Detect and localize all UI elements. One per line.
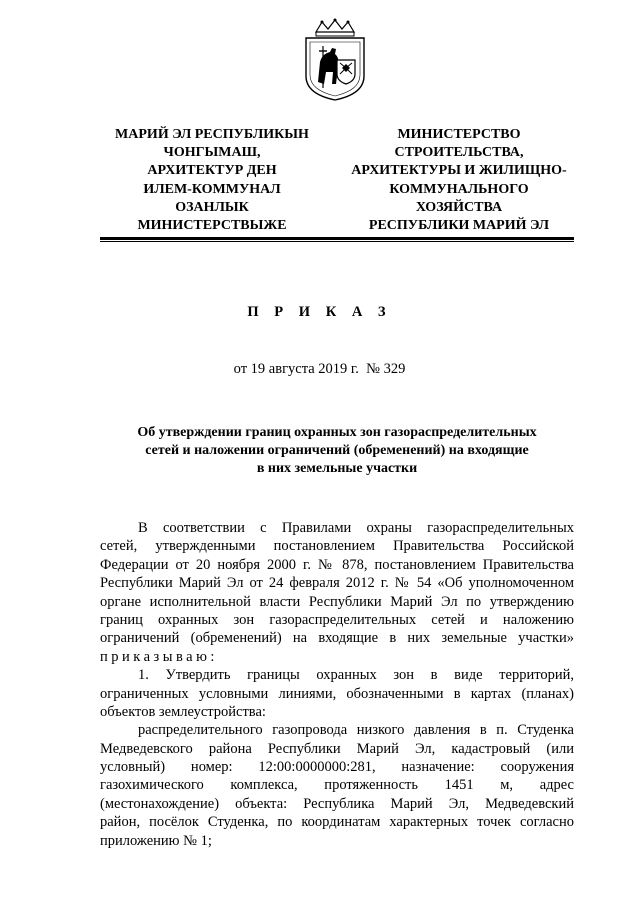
body-line: 1. Утвердить границы охранных зон в виде территорий,: [138, 667, 574, 684]
body-line: условный) номер: 12:00:0000000:281, назначение: сооружения: [100, 759, 574, 776]
body-line: границ охранных зон газораспределительных сетей и наложению: [100, 611, 574, 628]
header-left-line: АРХИТЕКТУР ДЕН: [147, 163, 277, 179]
body-line: (местонахождение) объекта: Республика Марий Эл, Медведевский: [100, 795, 574, 812]
header-right-line: МИНИСТЕРСТВО: [397, 127, 521, 142]
header-right-line: РЕСПУБЛИКИ МАРИЙ ЭЛ: [368, 218, 550, 234]
body-line: распределительного газопровода низкого давления в п. Студенка: [138, 722, 574, 739]
header-right-line: СТРОИТЕЛЬСТВА,: [394, 145, 524, 161]
header-right-line: КОММУНАЛЬНОГО: [389, 181, 529, 197]
body-line: В соответствии с Правилами охраны газораспределительных: [138, 520, 574, 536]
subject-line: Об утверждении границ охранных зон газораспределительных: [137, 425, 537, 440]
order-subject: [100, 424, 574, 478]
subject-line: в них земельные участки: [256, 461, 418, 476]
header-right-line: АРХИТЕКТУРЫ И ЖИЛИЩНО-: [351, 163, 567, 179]
order-body: [100, 519, 574, 850]
header-left-line: МИНИСТЕРСТВЫЖЕ: [137, 218, 287, 234]
body-line: органе исполнительной власти Республики Марий Эл по утверждению: [100, 593, 574, 610]
header-right-russian: [330, 126, 588, 235]
header-left-line: ЧОНГЫМАШ,: [163, 145, 261, 161]
body-line: Федерации от 20 ноября 2000 г. № 878, постановлением Правительства: [100, 556, 574, 573]
order-date-number: от 19 августа 2019 г. № 329: [233, 361, 406, 377]
body-line-prikazyvayu: приказываю:: [100, 648, 218, 665]
header-divider-thick: [100, 237, 574, 240]
body-line: приложению № 1;: [100, 832, 212, 849]
body-line: район, посёлок Студенка, по координатам характерных точек согласно: [100, 814, 574, 831]
body-line: Медведевского района Республики Марий Эл, кадастровый (или: [100, 740, 574, 757]
header-left-line: МАРИЙ ЭЛ РЕСПУБЛИКЫН: [115, 127, 309, 142]
header-right-line: ХОЗЯЙСТВА: [415, 199, 503, 215]
header-left-mari: [100, 126, 324, 235]
body-line: газохимического комплекса, протяженность 1451 м, адрес: [100, 777, 574, 794]
order-title: П Р И К А З: [247, 304, 392, 320]
body-line: объектов землеустройства:: [100, 703, 266, 720]
coat-of-arms-emblem: [302, 18, 368, 102]
body-line: Республики Марий Эл от 24 февраля 2012 г. № 54 «Об уполномоченном: [100, 575, 574, 592]
body-line: ограниченных условными линиями, обозначенными в картах (планах): [100, 685, 574, 702]
body-line: ограничений (обременений) на входящие в них земельные участки»: [100, 630, 574, 647]
subject-line: сетей и наложении ограничений (обременений) на входящие: [145, 443, 529, 458]
header-left-line: ИЛЕМ-КОММУНАЛ: [143, 181, 281, 197]
body-line: сетей, утвержденными постановлением Правительства Российской: [100, 538, 574, 555]
header-divider-thin: [100, 241, 574, 242]
header-left-line: ОЗАНЛЫК: [175, 199, 249, 215]
